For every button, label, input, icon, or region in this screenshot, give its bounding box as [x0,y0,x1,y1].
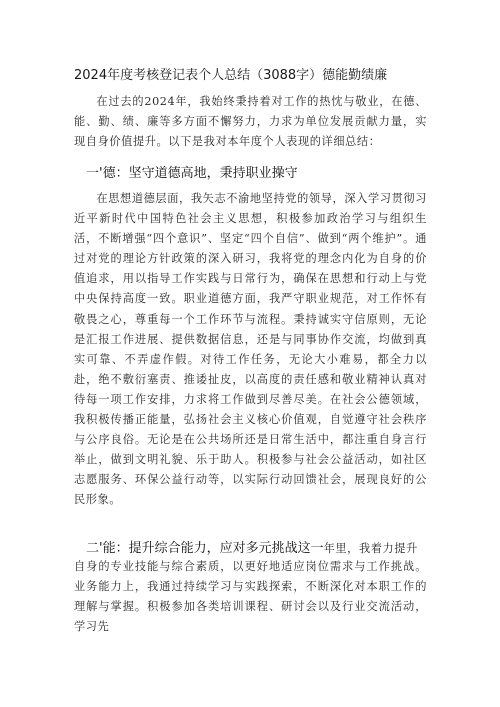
section-1-heading: 一'德：坚守道德高地，秉持职业操守 [86,166,298,181]
section-2-first-line [86,537,418,556]
section-2-heading: 二'能：提升综合能力，应对多元挑战这一 [86,541,324,556]
section-2-paragraph: 自身的专业技能与综合素质，以更好地适应岗位需求与工作挑战。业务能力上，我通过持续学习与实践探索，不断深化对本职工作的理解与掌握。积极参加各类培训课程、研讨会以及行业交流活动，学习先 [74,560,427,634]
section-1-paragraph: 在思想道德层面，我矢志不渝地坚持党的领导，深入学习贯彻习近平新时代中国特色社会主义思想，积极参加政治学习与组织生活，不断增强“四个意识”、坚定“四个自信”、做到“两个维护”。通过对党的理论方针政策的深入研习，我将党的理念内化为自身的价值追求，用以指导工作实践与日常行为，确保在思想和行动上与党中央保持高度一致。职业道德方面，我严守职业规范，对工作怀有敬畏之心，尊重每一个工作环节与流程。秉持诚实守信原则，无论是汇报工作进展、提供数据信息，还是与同事协作交流，均做到真实可靠、不弄虚作假。对待工作任务，无论大小难易，都全力以赴，绝不敷衍塞责、推诿扯皮，以高度的责任感和敬业精神认真对待每一项工作安排，力求将工作做到尽善尽美。在社会公德领域，我积极传播正能量，弘扬社会主义核心价值观，自觉遵守社会秩序与公序良俗。无论是在公共场所还是日常生活中，都注重自身言行举止，做到文明礼貌、乐于助人。积极参与社会公益活动，如社区志愿服务、环保公益行动等，以实际行动回馈社会，展现良好的公民形象。 [74,192,427,507]
section-2-lead-text: 年里，我着力提升 [323,542,418,555]
intro-paragraph: 在过去的2024年，我始终秉持着对工作的热忱与敬业，在德、能、勤、绩、廉等多方面不懈努力，力求为单位发展贡献力量，实现自身价值提升。以下是我对本年度个人表现的详细总结： [74,95,427,149]
document-title: 2024年度考核登记表个人总结（3088字）德能勤绩廉 [74,68,388,83]
